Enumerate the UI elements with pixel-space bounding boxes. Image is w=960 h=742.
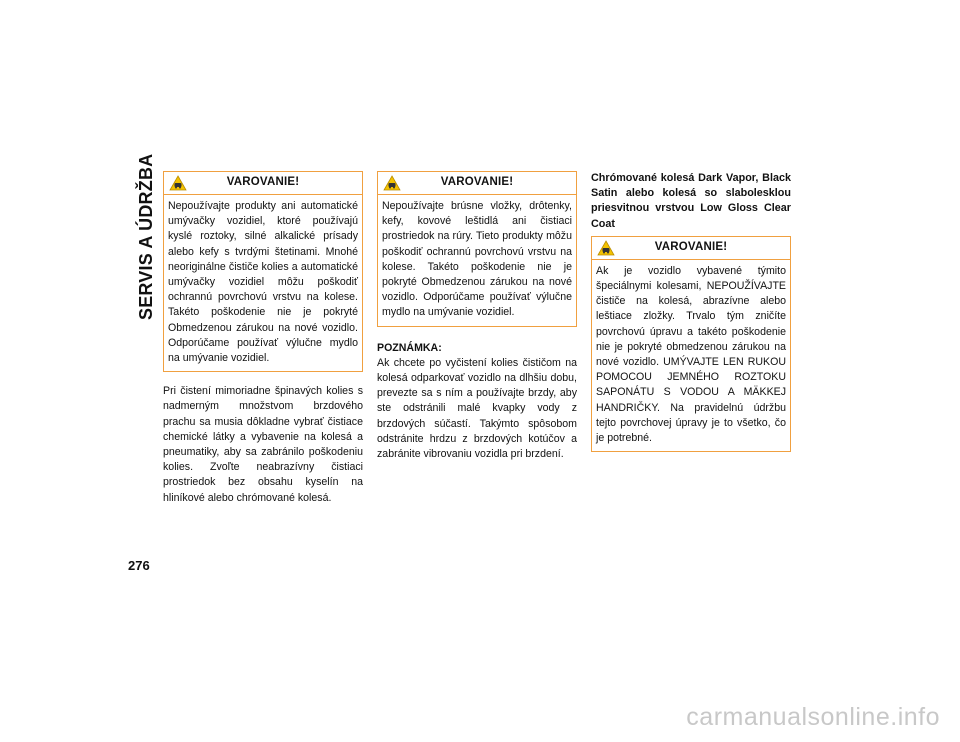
section-title: SERVIS A ÚDRŽBA	[136, 153, 156, 320]
column-1	[163, 171, 363, 506]
note-text: Ak chcete po vyčistení kolies čističom na kolesá odparkovať vozidlo na dlhšiu dobu, prevezte sa s ním a používajte brzdy, aby ste odstránili malé kvapky vody z brzdových súčastí. Takýmto spôsobom odstránite hrdzu z brzdových kotúčov a zabránite vibrovaniu vozidla pri brzdení.	[377, 356, 577, 461]
body-paragraph: Pri čistení mimoriadne špinavých kolies s nadmerným množstvom brzdového prachu sa musia dôkladne vybrať čistiace chemické látky a vybavenie na kolesá a pneumatiky, aby sa zabránilo poškodeniu kolies. Zvoľte neabrazívny čistiaci prostriedok bez obsahu kyselín na hliníkové alebo chrómované kolesá.	[163, 385, 363, 504]
warning-text: Nepoužívajte produkty ani automatické umývačky vozidiel, ktoré používajú kyslé roztoky, silné alkalické prísady alebo kefy s tvrdými štetinami. Mnohé neoriginálne čističe kolies a automatické umývačky vozidiel môžu poškodiť ochrannú povrchovú vrstvu na kolese. Takéto poškodenie nie je pokryté Obmedzenou zárukou na nové vozidlo. Odporúčame používať výlučne mydlo na umývanie vozidiel.	[168, 200, 358, 365]
page-number: 276	[128, 558, 150, 573]
warning-header	[378, 172, 576, 195]
warning-header	[164, 172, 362, 195]
warning-box	[591, 236, 791, 452]
warning-text: Ak je vozidlo vybavené týmito špeciálnymi kolesami, NEPOUŽÍVAJTE čističe na kolesá, abrazívne alebo leštiace zložky. Trvalo tým zničíte povrchovú úpravu a takéto poškodenie nie je pokryté obmedzenou zárukou na nové vozidlo. UMÝVAJTE LEN RUKOU POMOCOU JEMNÉHO ROZTOKU SAPONÁTU S VODOU A MÄKKEJ HANDRIČKY. Na pravidelnú údržbu tejto povrchovej úpravy je to všetko, čo je potrebné.	[596, 264, 786, 445]
note-title: POZNÁMKA:	[377, 341, 442, 354]
warning-text: Nepoužívajte brúsne vložky, drôtenky, kefy, kovové leštidlá ani čistiaci prostriedok na rúry. Tieto produkty môžu poškodiť ochrannú povrchovú vrstvu na kolese. Takéto poškodenie nie je pokryté Obmedzenou zárukou na nové vozidlo. Odporúčame používať výlučne mydlo na umývanie vozidiel.	[382, 200, 572, 319]
warning-triangle-icon	[383, 175, 401, 191]
warning-box	[377, 171, 577, 327]
column-3	[591, 171, 791, 452]
warning-title: VAROVANIE!	[440, 176, 514, 189]
warning-triangle-icon	[597, 240, 615, 256]
warning-header	[592, 237, 790, 260]
subsection-heading: Chrómované kolesá Dark Vapor, Black Satin alebo kolesá so slabolesklou priesvitnou vrstvou Low Gloss Clear Coat	[591, 172, 791, 230]
warning-triangle-icon	[169, 175, 187, 191]
warning-title: VAROVANIE!	[226, 176, 300, 189]
warning-title: VAROVANIE!	[654, 241, 728, 254]
column-2	[377, 171, 577, 462]
watermark: carmanualsonline.info	[686, 703, 940, 731]
warning-box	[163, 171, 363, 372]
section-side-title	[132, 153, 160, 320]
